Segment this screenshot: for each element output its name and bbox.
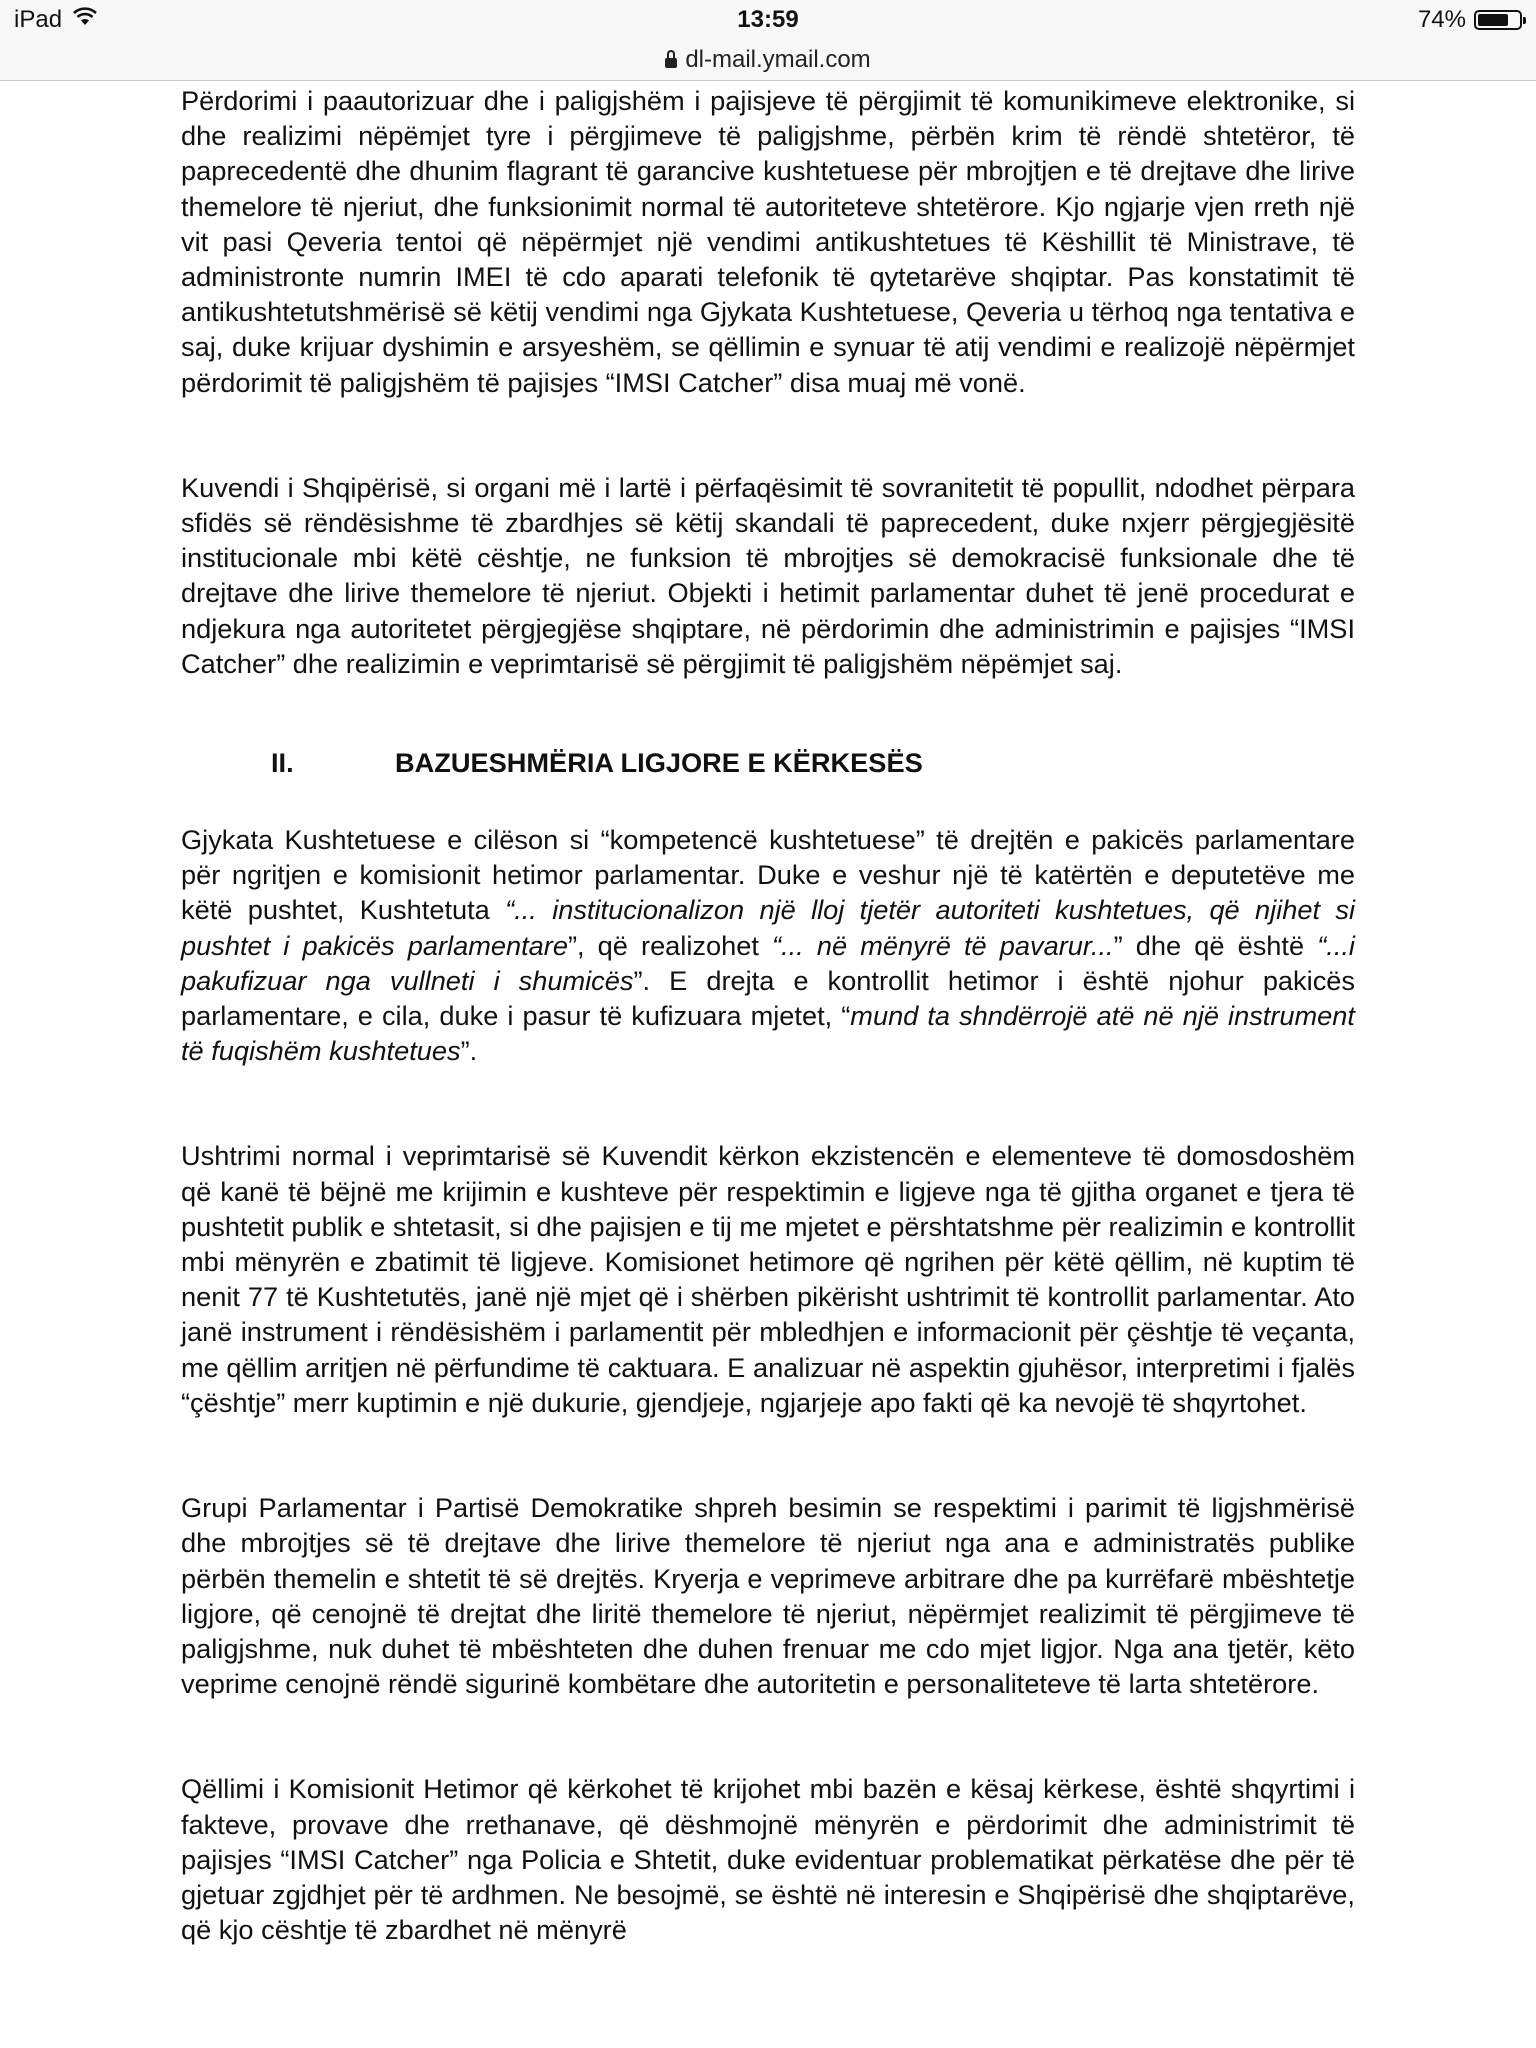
paragraph-5: Grupi Parlamentar i Partisë Demokratike shpreh besimin se respektimi i parimit të ligjshmërisë dhe mbrojtjes së të drejtave dhe lirive themelore të njeriut nga ana e administratës publike përbën themelin e shtetit të së drejtës. Kryerja e veprimeve arbitrare dhe pa kurrëfarë mbështetje ligjore, që cenojnë të drejtat dhe liritë themelore të njeriut, nëpërmjet realizimit të përgjimeve të paligjshme, nuk duhet të mbështeten dhe duhen frenuar me cdo mjet ligjor. Nga ana tjetër, këto veprime cenojnë rëndë sigurinë kombëtare dhe autoritetin e personaliteteve të larta shtetërore.: [181, 1492, 1355, 1700]
p3-quote-4: mund ta shndërrojë atë në një instrument të fuqishëm kushtetues: [181, 1000, 1355, 1067]
paragraph-2: Kuvendi i Shqipërisë, si organi më i lartë i përfaqësimit të sovranitetit të popullit, ndodhet përpara sfidës së rëndësishme të zbardhjes së këtij skandali të paprecedent, duke nxjerr përgjegjësitë institucionale mbi këtë cështje, ne funksion të mbrojtjes së demokracisë funksionale dhe të drejtave dhe lirive themelore të njeriut. Objekti i hetimit parlamentar duhet të jenë procedurat e ndjekura nga autoritetet përgjegjëse shqiptare, në përdorimin dhe administrimin e pajisjes “IMSI Catcher” dhe realizimin e veprimtarisë së përgjimit të paligjshëm nëpëmjet saj.: [181, 471, 1355, 679]
lock-icon: [665, 58, 677, 68]
device-name: iPad: [14, 6, 63, 33]
p3-quote-1: “... institucionalizon një lloj tjetër autoriteti kushtetues, që njihet si pushtet i pakicës parlamentare: [181, 894, 1355, 961]
p3-text-4: ”. E drejta e kontrollit hetimor i është njohur pakicës parlamentare, e cila, duke i pasur të kufizuara mjetet, “: [181, 964, 1355, 1032]
clock: 13:59: [737, 6, 799, 33]
paragraph-3: [181, 822, 1355, 1068]
status-bar: [0, 0, 1536, 40]
url-bar[interactable]: [0, 40, 1536, 81]
p3-text-5: ”.: [460, 1035, 478, 1067]
paragraph-6: Qëllimi i Komisionit Hetimor që kërkohet të krijohet mbi bazën e kësaj kërkese, është shqyrtimi i fakteve, provave dhe rrethanave, që dëshmojnë mënyrën e përdorimit dhe administrimit të pajisjes “IMSI Catcher” nga Policia e Shtetit, duke evidentuar problematikat përkatëse dhe për të gjetuar zgjdhjet për të ardhmen. Ne besojmë, se është në interesin e Shqipërisë dhe shqiptarëve, që kjo cështje të zbardhet në mënyrë: [181, 1773, 1355, 1946]
battery-percent: 74%: [1417, 6, 1466, 33]
battery-level: [1478, 14, 1508, 26]
paragraph-4: Ushtrimi normal i veprimtarisë së Kuvendit kërkon ekzistencën e elementeve të domosdoshëm që kanë të bëjnë me krijimin e kushteve për respektimin e ligjeve nga të gjitha organet e tjera të pushtetit publik e shtetasit, si dhe pajisjen e tij me mjetet e përshtatshme për realizimin e kontrollit mbi mënyrën e zbatimit të ligjeve. Komisionet hetimore që ngrihen për këtë qëllim, në kuptim të nenit 77 të Kushtetutës, janë një mjet që i shërben pikërisht ushtrimit të kontrollit parlamentar. Ato janë instrument i rëndësishëm i parlamentit për mbledhjen e informacionit për çështje të veçanta, me qëllim arritjen në përfundime të caktuara. E analizuar në aspektin gjuhësor, interpretimi i fjalës “çështje” merr kuptimin e një dukurie, gjendjeje, ngjarjeje apo fakti që ka nevojë të shqyrtohet.: [181, 1140, 1355, 1418]
p3-quote-3: “...i pakufizuar nga vullneti i shumicës: [181, 929, 1355, 996]
p3-quote-2: “... në mënyrë të pavarur...: [772, 929, 1114, 961]
section-title: BAZUESHMËRIA LIGJORE E KËRKESËS: [395, 747, 923, 779]
status-right: [1418, 6, 1522, 34]
section-heading: [181, 681, 1355, 822]
url-text[interactable]: dl-mail.ymail.com: [685, 46, 871, 73]
battery-icon: [1474, 10, 1522, 30]
document-body: [181, 83, 1355, 1947]
p3-text-2: ”, që realizohet: [567, 929, 773, 961]
p3-text-3: ” dhe që është: [1113, 929, 1318, 961]
section-number: II.: [271, 747, 294, 779]
p3-text-1: Gjykata Kushtetuese e cilëson si “kompetencë kushtetuese” të drejtën e pakicës parlamentare për ngritjen e komisionit hetimor parlamentar. Duke e veshur një të katërtën e deputetëve me këtë pushtet, Kushtetuta: [181, 824, 1355, 926]
paragraph-1: Përdorimi i paautorizuar dhe i paligjshëm i pajisjeve të përgjimit të komunikimeve elektronike, si dhe realizimi nëpëmjet tyre i përgjimeve të paligjshme, përbën krim të rëndë shtetëror, të paprecedentë dhe dhunim flagrant të garancive kushtetuese për mbrojtjen e të drejtave dhe lirive themelore të njeriut, dhe funksionimit normal të autoriteteve shtetërore. Kjo ngjarje vjen rreth një vit pasi Qeveria tentoi që nëpërmjet një vendimi antikushtetues të Këshillit të Ministrave, të administronte numrin IMEI të cdo aparati telefonik të qytetarëve shqiptar. Pas konstatimit të antikushtetutshmërisë së këtij vendimi nga Gjykata Kushtetuese, Qeveria u tërhoq nga tentativa e saj, duke krijuar dyshimin e arsyeshëm, se qëllimin e synuar të atij vendimi e realizojë nëpërmjet përdorimit të paligjshëm të pajisjes “IMSI Catcher” disa muaj më vonë.: [181, 85, 1355, 398]
